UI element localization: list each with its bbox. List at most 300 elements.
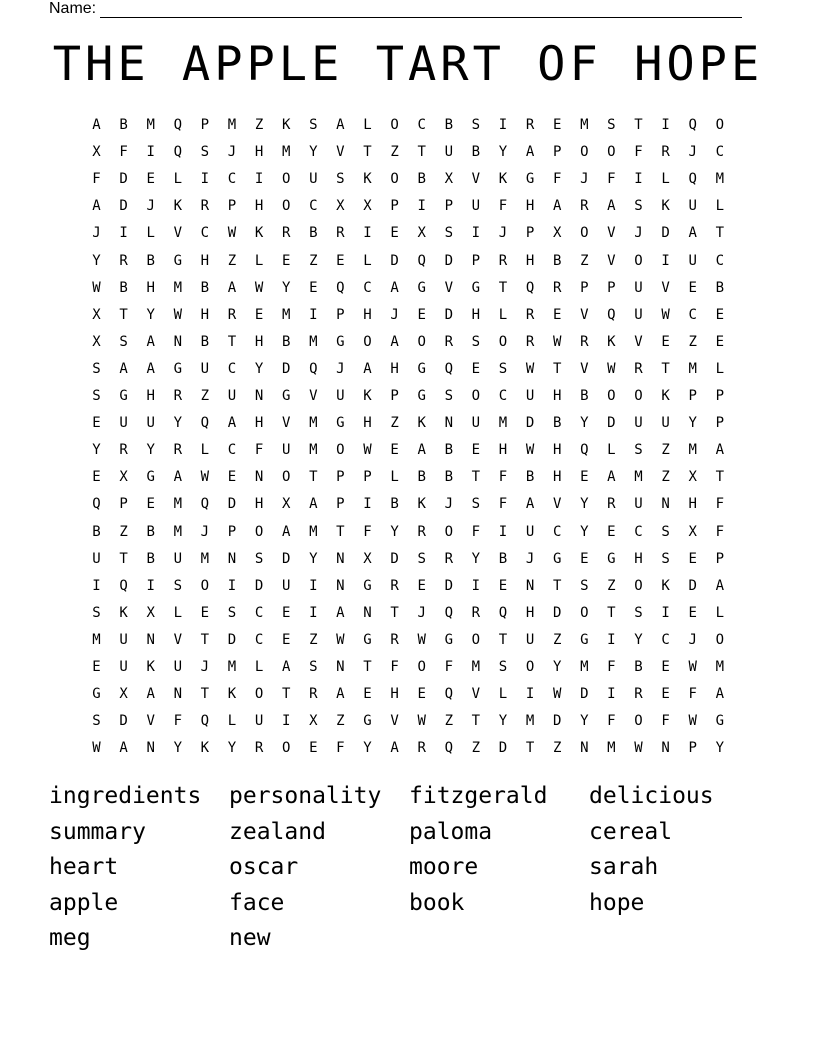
grid-letter[interactable]: Q — [444, 360, 454, 377]
grid-letter[interactable]: M — [688, 360, 697, 377]
grid-letter[interactable]: G — [363, 631, 372, 648]
grid-letter[interactable]: B — [200, 333, 210, 350]
grid-letter[interactable]: P — [336, 306, 345, 323]
grid-letter[interactable]: E — [417, 306, 426, 323]
grid-letter[interactable]: U — [444, 144, 454, 161]
grid-letter[interactable]: Q — [200, 713, 210, 730]
grid-letter[interactable]: C — [227, 360, 237, 377]
grid-letter[interactable]: K — [661, 577, 670, 594]
grid-letter[interactable]: K — [146, 659, 155, 675]
grid-letter[interactable]: M — [525, 713, 535, 730]
grid-letter[interactable]: U — [309, 171, 318, 188]
grid-letter[interactable]: Y — [580, 713, 589, 730]
grid-letter[interactable]: V — [607, 252, 616, 269]
grid-letter[interactable]: L — [363, 252, 372, 269]
grid-letter[interactable]: S — [498, 360, 508, 377]
grid-letter[interactable]: I — [607, 686, 616, 703]
grid-letter[interactable]: K — [363, 388, 372, 404]
grid-letter[interactable]: K — [227, 686, 237, 703]
grid-letter[interactable]: W — [92, 279, 101, 296]
grid-letter[interactable]: B — [200, 279, 210, 296]
grid-letter[interactable]: X — [281, 496, 291, 513]
grid-letter[interactable]: M — [688, 442, 697, 459]
grid-letter[interactable]: A — [281, 523, 291, 540]
grid-letter[interactable]: L — [715, 360, 725, 377]
grid-letter[interactable]: D — [281, 550, 291, 567]
grid-letter[interactable]: J — [688, 631, 697, 648]
grid-letter[interactable]: T — [525, 740, 535, 757]
grid-letter[interactable]: T — [417, 144, 426, 161]
grid-letter[interactable]: A — [607, 469, 616, 486]
grid-letter[interactable]: X — [363, 198, 372, 215]
grid-letter[interactable]: Y — [254, 360, 264, 377]
grid-letter[interactable]: O — [634, 713, 643, 730]
grid-letter[interactable]: W — [688, 713, 697, 730]
grid-letter[interactable]: B — [525, 469, 535, 486]
grid-letter[interactable]: W — [634, 740, 643, 757]
grid-letter[interactable]: T — [552, 577, 562, 594]
grid-letter[interactable]: G — [281, 388, 291, 404]
grid-letter[interactable]: G — [471, 279, 481, 296]
grid-letter[interactable]: O — [607, 388, 616, 404]
grid-letter[interactable]: O — [281, 469, 291, 486]
grid-letter[interactable]: Y — [498, 713, 508, 730]
grid-letter[interactable]: H — [634, 550, 643, 567]
grid-letter[interactable]: F — [173, 713, 183, 730]
grid-letter[interactable]: I — [146, 144, 155, 161]
grid-letter[interactable]: R — [200, 198, 210, 215]
grid-letter[interactable]: P — [580, 279, 589, 296]
grid-letter[interactable]: Y — [580, 523, 589, 540]
grid-letter[interactable]: P — [363, 469, 372, 486]
grid-letter[interactable]: H — [254, 415, 264, 432]
grid-letter[interactable]: B — [444, 442, 454, 459]
grid-letter[interactable]: T — [336, 523, 345, 540]
grid-letter[interactable]: Y — [552, 659, 562, 675]
grid-letter[interactable]: C — [200, 225, 210, 242]
grid-letter[interactable]: U — [92, 550, 101, 567]
grid-letter[interactable]: A — [363, 360, 372, 377]
grid-letter[interactable]: B — [552, 415, 562, 432]
grid-letter[interactable]: M — [607, 740, 616, 757]
grid-letter[interactable]: Y — [580, 496, 589, 513]
grid-letter[interactable]: Y — [715, 740, 725, 757]
grid-letter[interactable]: Y — [363, 740, 372, 757]
grid-letter[interactable]: M — [580, 659, 589, 675]
grid-letter[interactable]: D — [688, 577, 697, 594]
grid-letter[interactable]: H — [390, 360, 399, 377]
grid-letter[interactable]: D — [525, 415, 535, 432]
grid-letter[interactable]: P — [444, 198, 454, 215]
grid-letter[interactable]: B — [146, 252, 155, 269]
grid-letter[interactable]: C — [254, 604, 264, 621]
grid-letter[interactable]: A — [173, 469, 183, 486]
grid-letter[interactable]: S — [471, 117, 481, 133]
grid-letter[interactable]: B — [552, 252, 562, 269]
grid-letter[interactable]: O — [525, 659, 535, 675]
grid-letter[interactable]: U — [227, 388, 237, 404]
grid-letter[interactable]: H — [363, 306, 372, 323]
grid-letter[interactable]: S — [444, 225, 454, 242]
grid-letter[interactable]: H — [525, 198, 535, 215]
grid-letter[interactable]: O — [634, 388, 643, 404]
grid-letter[interactable]: H — [200, 306, 210, 323]
grid-letter[interactable]: C — [309, 198, 318, 215]
grid-letter[interactable]: O — [715, 117, 725, 133]
grid-letter[interactable]: W — [688, 659, 697, 675]
grid-letter[interactable]: E — [390, 225, 399, 242]
grid-letter[interactable]: V — [471, 686, 481, 703]
grid-letter[interactable]: E — [281, 604, 291, 621]
grid-letter[interactable]: A — [525, 144, 535, 161]
grid-letter[interactable]: S — [92, 604, 101, 621]
grid-letter[interactable]: J — [146, 198, 155, 215]
grid-letter[interactable]: V — [390, 713, 399, 730]
grid-letter[interactable]: Y — [390, 523, 399, 540]
grid-letter[interactable]: F — [363, 523, 372, 540]
grid-letter[interactable]: U — [281, 442, 291, 459]
grid-letter[interactable]: H — [254, 496, 264, 513]
grid-letter[interactable]: M — [634, 469, 643, 486]
grid-letter[interactable]: E — [254, 306, 264, 323]
grid-letter[interactable]: Y — [498, 144, 508, 161]
grid-letter[interactable]: O — [444, 523, 454, 540]
grid-letter[interactable]: W — [525, 360, 535, 377]
grid-letter[interactable]: K — [417, 496, 426, 513]
grid-letter[interactable]: R — [525, 117, 535, 133]
grid-letter[interactable]: B — [92, 523, 101, 540]
grid-letter[interactable]: P — [227, 523, 237, 540]
grid-letter[interactable]: M — [146, 117, 155, 133]
grid-letter[interactable]: Y — [281, 279, 291, 296]
grid-letter[interactable]: F — [498, 198, 508, 215]
grid-letter[interactable]: D — [281, 360, 291, 377]
grid-letter[interactable]: G — [444, 631, 454, 648]
grid-letter[interactable]: L — [661, 171, 670, 188]
grid-letter[interactable]: N — [173, 686, 183, 703]
grid-letter[interactable]: B — [715, 279, 725, 296]
grid-letter[interactable]: W — [227, 225, 237, 242]
grid-letter[interactable]: B — [417, 171, 426, 188]
grid-letter[interactable]: C — [227, 171, 237, 188]
grid-letter[interactable]: Z — [254, 117, 264, 133]
grid-letter[interactable]: U — [254, 713, 264, 730]
grid-letter[interactable]: V — [336, 144, 345, 161]
grid-letter[interactable]: A — [417, 442, 426, 459]
grid-letter[interactable]: F — [390, 659, 399, 675]
grid-letter[interactable]: H — [146, 388, 155, 404]
grid-letter[interactable]: B — [390, 496, 399, 513]
grid-letter[interactable]: I — [525, 686, 535, 703]
grid-letter[interactable]: E — [580, 550, 589, 567]
grid-letter[interactable]: G — [525, 171, 535, 188]
grid-letter[interactable]: N — [173, 333, 183, 350]
grid-letter[interactable]: A — [607, 198, 616, 215]
grid-letter[interactable]: J — [336, 360, 345, 377]
grid-letter[interactable]: I — [146, 577, 155, 594]
grid-letter[interactable]: X — [92, 333, 101, 350]
grid-letter[interactable]: G — [336, 333, 345, 350]
grid-letter[interactable]: S — [634, 604, 643, 621]
grid-letter[interactable]: T — [363, 144, 372, 161]
grid-letter[interactable]: L — [498, 686, 508, 703]
grid-letter[interactable]: F — [444, 659, 454, 675]
grid-letter[interactable]: W — [254, 279, 264, 296]
grid-letter[interactable]: N — [661, 740, 670, 757]
grid-letter[interactable]: H — [254, 198, 264, 215]
grid-letter[interactable]: P — [607, 279, 616, 296]
grid-letter[interactable]: Q — [498, 604, 508, 621]
grid-letter[interactable]: C — [715, 252, 725, 269]
grid-letter[interactable]: P — [119, 496, 128, 513]
grid-letter[interactable]: D — [119, 198, 128, 215]
grid-letter[interactable]: U — [146, 415, 155, 432]
grid-letter[interactable]: Q — [92, 496, 101, 513]
grid-letter[interactable]: I — [661, 252, 670, 269]
grid-letter[interactable]: H — [552, 442, 562, 459]
grid-letter[interactable]: B — [146, 523, 155, 540]
grid-letter[interactable]: Y — [471, 550, 481, 567]
grid-letter[interactable]: H — [552, 388, 562, 404]
grid-letter[interactable]: I — [498, 117, 508, 133]
grid-letter[interactable]: A — [119, 740, 128, 757]
grid-letter[interactable]: R — [173, 388, 183, 404]
grid-letter[interactable]: O — [363, 333, 372, 350]
grid-letter[interactable]: A — [146, 686, 155, 703]
grid-letter[interactable]: F — [471, 523, 481, 540]
grid-letter[interactable]: U — [119, 415, 128, 432]
grid-letter[interactable]: K — [363, 171, 372, 188]
grid-letter[interactable]: F — [607, 659, 616, 675]
grid-letter[interactable]: D — [444, 306, 454, 323]
grid-letter[interactable]: M — [715, 659, 725, 675]
grid-letter[interactable]: Z — [607, 577, 616, 594]
grid-letter[interactable]: K — [417, 415, 426, 432]
grid-letter[interactable]: Z — [119, 523, 128, 540]
grid-letter[interactable]: G — [92, 686, 101, 703]
grid-letter[interactable]: W — [200, 469, 210, 486]
grid-letter[interactable]: I — [363, 225, 372, 242]
grid-letter[interactable]: E — [281, 631, 291, 648]
grid-letter[interactable]: A — [92, 117, 101, 133]
grid-letter[interactable]: L — [146, 225, 155, 242]
grid-letter[interactable]: N — [146, 740, 155, 757]
grid-letter[interactable]: E — [200, 604, 210, 621]
grid-letter[interactable]: E — [688, 279, 697, 296]
grid-letter[interactable]: U — [525, 388, 535, 404]
grid-letter[interactable]: O — [390, 117, 399, 133]
grid-letter[interactable]: B — [119, 279, 128, 296]
grid-letter[interactable]: U — [336, 388, 345, 404]
grid-letter[interactable]: O — [580, 225, 589, 242]
grid-letter[interactable]: U — [688, 252, 697, 269]
grid-letter[interactable]: G — [119, 388, 128, 404]
grid-letter[interactable]: G — [173, 252, 183, 269]
grid-letter[interactable]: U — [200, 360, 210, 377]
grid-letter[interactable]: P — [471, 252, 481, 269]
grid-letter[interactable]: N — [336, 550, 345, 567]
grid-letter[interactable]: S — [92, 360, 101, 377]
grid-letter[interactable]: R — [607, 496, 616, 513]
grid-letter[interactable]: S — [92, 713, 101, 730]
grid-letter[interactable]: V — [580, 306, 589, 323]
grid-letter[interactable]: Q — [580, 442, 589, 459]
grid-letter[interactable]: Q — [444, 604, 454, 621]
grid-letter[interactable]: A — [336, 604, 345, 621]
grid-letter[interactable]: O — [580, 604, 589, 621]
grid-letter[interactable]: R — [417, 740, 426, 757]
grid-letter[interactable]: E — [92, 415, 101, 432]
grid-letter[interactable]: Z — [688, 333, 697, 350]
grid-letter[interactable]: I — [471, 577, 481, 594]
grid-letter[interactable]: Q — [688, 171, 697, 188]
grid-letter[interactable]: R — [390, 577, 399, 594]
grid-letter[interactable]: C — [688, 306, 697, 323]
grid-letter[interactable]: M — [715, 171, 725, 188]
grid-letter[interactable]: P — [715, 388, 725, 404]
grid-letter[interactable]: B — [146, 550, 155, 567]
grid-letter[interactable]: U — [173, 550, 183, 567]
grid-letter[interactable]: Z — [390, 144, 399, 161]
grid-letter[interactable]: L — [607, 442, 616, 459]
grid-letter[interactable]: A — [390, 740, 399, 757]
grid-letter[interactable]: Q — [607, 306, 616, 323]
grid-letter[interactable]: M — [227, 117, 237, 133]
grid-letter[interactable]: G — [363, 577, 372, 594]
grid-letter[interactable]: S — [92, 388, 101, 404]
grid-letter[interactable]: Z — [309, 631, 318, 648]
grid-letter[interactable]: X — [363, 550, 372, 567]
grid-letter[interactable]: X — [119, 686, 128, 703]
grid-letter[interactable]: G — [173, 360, 183, 377]
grid-letter[interactable]: W — [417, 713, 426, 730]
grid-letter[interactable]: Z — [552, 740, 562, 757]
grid-letter[interactable]: R — [525, 333, 535, 350]
grid-letter[interactable]: Q — [336, 279, 345, 296]
grid-letter[interactable]: H — [525, 252, 535, 269]
grid-letter[interactable]: V — [607, 225, 616, 242]
grid-letter[interactable]: P — [390, 388, 399, 404]
grid-letter[interactable]: E — [146, 496, 155, 513]
grid-letter[interactable]: W — [417, 631, 426, 648]
grid-letter[interactable]: K — [200, 740, 210, 757]
grid-letter[interactable]: A — [336, 117, 345, 133]
grid-letter[interactable]: W — [552, 333, 562, 350]
grid-letter[interactable]: K — [173, 198, 183, 215]
grid-letter[interactable]: A — [552, 198, 562, 215]
grid-letter[interactable]: I — [309, 577, 318, 594]
grid-letter[interactable]: L — [498, 306, 508, 323]
grid-letter[interactable]: Y — [227, 740, 237, 757]
grid-letter[interactable]: Y — [634, 631, 643, 648]
grid-letter[interactable]: J — [444, 496, 454, 513]
grid-letter[interactable]: C — [634, 523, 643, 540]
grid-letter[interactable]: M — [309, 523, 318, 540]
grid-letter[interactable]: M — [173, 279, 183, 296]
grid-letter[interactable]: U — [119, 631, 128, 648]
grid-letter[interactable]: T — [471, 713, 481, 730]
grid-letter[interactable]: R — [444, 333, 454, 350]
grid-letter[interactable]: Q — [417, 252, 426, 269]
grid-letter[interactable]: D — [498, 740, 508, 757]
grid-letter[interactable]: R — [281, 225, 291, 242]
grid-letter[interactable]: U — [634, 415, 643, 432]
grid-letter[interactable]: F — [119, 144, 128, 161]
grid-letter[interactable]: L — [715, 198, 725, 215]
grid-letter[interactable]: S — [498, 659, 508, 675]
grid-letter[interactable]: H — [552, 469, 562, 486]
grid-letter[interactable]: I — [200, 171, 210, 188]
grid-letter[interactable]: U — [661, 415, 670, 432]
grid-letter[interactable]: Q — [173, 144, 183, 161]
grid-letter[interactable]: R — [254, 740, 264, 757]
grid-letter[interactable]: V — [471, 171, 481, 188]
grid-letter[interactable]: E — [281, 252, 291, 269]
grid-letter[interactable]: V — [580, 360, 589, 377]
grid-letter[interactable]: E — [688, 550, 697, 567]
grid-letter[interactable]: M — [281, 306, 291, 323]
grid-letter[interactable]: E — [661, 333, 670, 350]
grid-letter[interactable]: H — [363, 415, 372, 432]
grid-letter[interactable]: C — [498, 388, 508, 404]
grid-letter[interactable]: T — [390, 604, 399, 621]
grid-letter[interactable]: Z — [444, 713, 454, 730]
grid-letter[interactable]: J — [634, 225, 643, 242]
grid-letter[interactable]: B — [119, 117, 128, 133]
grid-letter[interactable]: P — [525, 225, 535, 242]
grid-letter[interactable]: C — [227, 442, 237, 459]
grid-letter[interactable]: M — [309, 333, 318, 350]
grid-letter[interactable]: G — [607, 550, 616, 567]
grid-letter[interactable]: O — [471, 388, 481, 404]
grid-letter[interactable]: D — [552, 604, 562, 621]
grid-letter[interactable]: N — [336, 659, 345, 675]
letter-grid[interactable] — [83, 115, 731, 755]
grid-letter[interactable]: B — [498, 550, 508, 567]
grid-letter[interactable]: T — [715, 225, 725, 242]
grid-letter[interactable]: E — [92, 659, 101, 675]
grid-letter[interactable]: I — [661, 117, 670, 133]
grid-letter[interactable]: O — [281, 740, 291, 757]
grid-letter[interactable]: K — [661, 388, 670, 404]
grid-letter[interactable]: T — [471, 469, 481, 486]
grid-letter[interactable]: S — [471, 496, 481, 513]
grid-letter[interactable]: Z — [471, 740, 481, 757]
grid-letter[interactable]: S — [200, 144, 210, 161]
grid-letter[interactable]: Y — [146, 442, 155, 459]
grid-letter[interactable]: B — [471, 144, 481, 161]
grid-letter[interactable]: F — [254, 442, 264, 459]
grid-letter[interactable]: T — [119, 550, 128, 567]
grid-letter[interactable]: Z — [390, 415, 399, 432]
grid-letter[interactable]: X — [688, 523, 697, 540]
grid-letter[interactable]: E — [390, 442, 399, 459]
grid-letter[interactable]: I — [634, 171, 643, 188]
grid-letter[interactable]: H — [688, 496, 697, 513]
grid-letter[interactable]: O — [254, 686, 264, 703]
grid-letter[interactable]: Z — [309, 252, 318, 269]
grid-letter[interactable]: R — [336, 225, 345, 242]
grid-letter[interactable]: L — [173, 171, 183, 188]
grid-letter[interactable]: U — [525, 631, 535, 648]
grid-letter[interactable]: T — [498, 279, 508, 296]
grid-letter[interactable]: U — [525, 523, 535, 540]
grid-letter[interactable]: D — [444, 577, 454, 594]
grid-letter[interactable]: I — [471, 225, 481, 242]
grid-letter[interactable]: T — [119, 306, 128, 323]
grid-letter[interactable]: D — [390, 550, 399, 567]
grid-letter[interactable]: I — [92, 577, 101, 594]
